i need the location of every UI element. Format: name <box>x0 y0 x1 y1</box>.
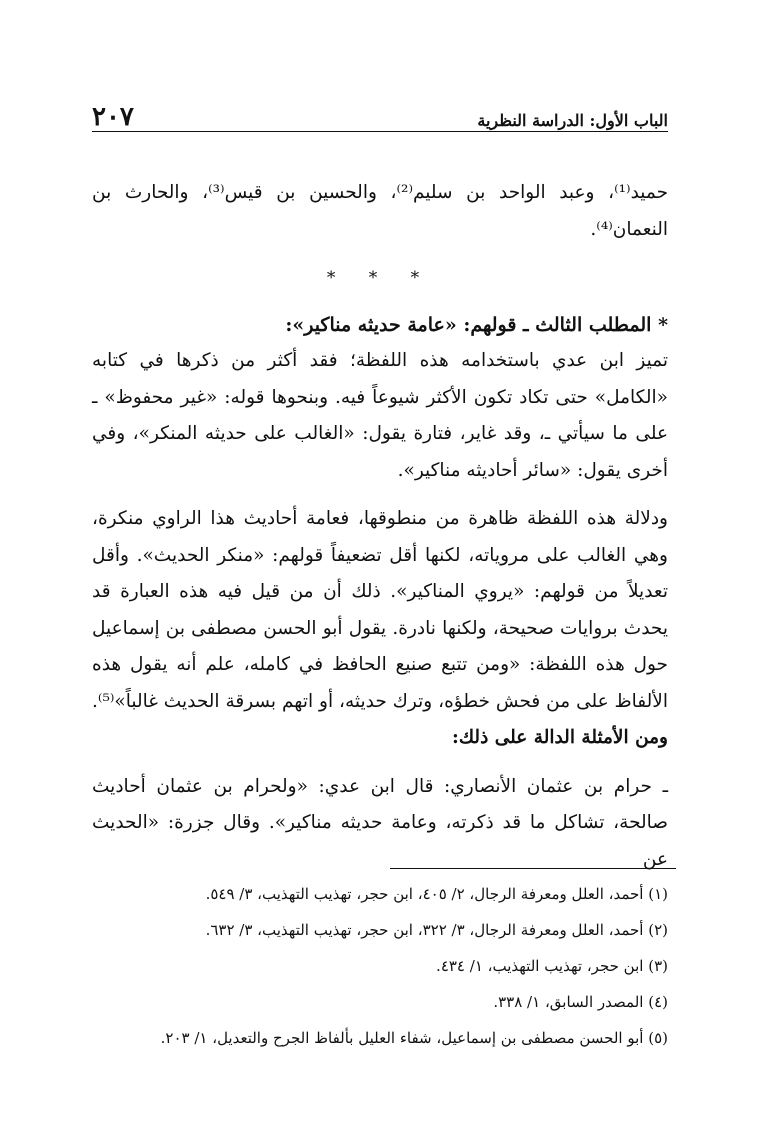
chapter-title: الباب الأول: الدراسة النظرية <box>477 111 668 130</box>
footnote-rule <box>390 868 676 869</box>
paragraph-2-text: ودلالة هذه اللفظة ظاهرة من منطوقها، فعامة أحاديث هذا الراوي منكرة، وهي الغالب على مروياته، لكنها أقل تضعيفاً قولهم: «منكر الحديث». وأقل تعديلاً من قولهم: «يروي المناكير». ذلك أن من قيل فيه هذه العبارة قد يحدث بروايات صحيحة، ولكنها نادرة. يقول أبو الحسن مصطفى بن إسماعيل حول هذه اللفظة: «ومن تتبع صنيع الحافظ في كامله، علم أنه يقول هذه الألفاظ على من فحش خطؤه، وترك حديثه، أو اتهم بسرقة الحديث غالباً»⁽⁵⁾. <box>92 508 668 712</box>
intro-line: حميد⁽¹⁾، وعبد الواحد بن سليم⁽²⁾، والحسين بن قيس⁽³⁾، والحارث بن النعمان⁽⁴⁾. <box>92 182 669 240</box>
footnote-5: (٥) أبو الحسن مصطفى بن إسماعيل، شفاء العليل بألفاظ الجرح والتعديل، ١/ ٢٠٣. <box>160 1029 668 1047</box>
page-number: ٢٠٧ <box>92 102 134 132</box>
footnote-1: (١) أحمد، العلل ومعرفة الرجال، ٢/ ٤٠٥، ابن حجر، تهذيب التهذيب، ٣/ ٥٤٩. <box>205 885 668 903</box>
paragraph-3: ـ حرام بن عثمان الأنصاري: قال ابن عدي: «ولحرام بن عثمان أحاديث صالحة، تشاكل ما قد ذكرته، وعامة حديثه مناكير». وقال جزرة: «الحديث عن <box>92 775 668 870</box>
paragraph-2 <box>92 501 668 757</box>
section-heading: * المطلب الثالث ـ قولهم: «عامة حديثه مناكير»: <box>285 313 668 336</box>
header-rule <box>92 131 668 132</box>
footnote-2: (٢) أحمد، العلل ومعرفة الرجال، ٣/ ٣٢٢، ابن حجر، تهذيب التهذيب، ٣/ ٦٣٢. <box>205 921 668 939</box>
main-text <box>92 175 668 878</box>
section-separator: * * * <box>326 268 434 288</box>
footnotes <box>92 876 668 1056</box>
examples-lead-in: ومن الأمثلة الدالة على ذلك: <box>452 727 668 748</box>
footnote-4: (٤) المصدر السابق، ١/ ٣٣٨. <box>493 993 668 1011</box>
running-header <box>92 88 668 130</box>
footnote-3: (٣) ابن حجر، تهذيب التهذيب، ١/ ٤٣٤. <box>436 957 668 975</box>
paragraph-1: تميز ابن عدي باستخدامه هذه اللفظة؛ فقد أكثر من ذكرها في كتابه «الكامل» حتى تكاد تكون الأكثر شيوعاً فيه. وبنحوها قوله: «غير محفوظ» ـ على ما سيأتي ـ، وقد غاير، فتارة يقول: «الغالب على حديثه المنكر»، وفي أخرى يقول: «سائر أحاديثه مناكير». <box>92 350 668 481</box>
